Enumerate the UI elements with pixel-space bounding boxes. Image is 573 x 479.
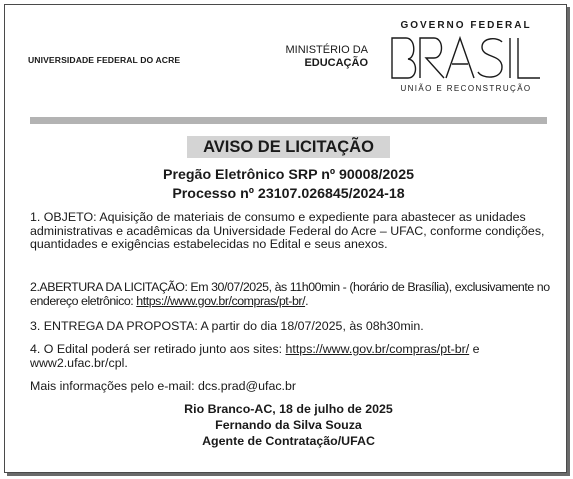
ministry-label: [262, 44, 368, 70]
signer-role: Agente de Contratação/UFAC: [202, 434, 375, 448]
signer-name: Fernando da Silva Souza: [215, 418, 362, 432]
contact-info: Mais informações pelo e-mail: dcs.prad@ufac.br: [30, 379, 297, 393]
notice-title: AVISO DE LICITAÇÃO: [187, 136, 390, 158]
item-3-delivery: 3. ENTREGA DA PROPOSTA: A partir do dia 18/07/2025, às 08h30min.: [30, 319, 424, 333]
government-logo-bottom: UNIÃO E RECONSTRUÇÃO: [400, 84, 532, 93]
item-2-opening: [30, 281, 552, 308]
item-4-suffix: e www2.ufac.br/cpl.: [30, 342, 480, 370]
ministry-line-2: EDUCAÇÃO: [304, 57, 368, 69]
header-divider: [30, 117, 547, 124]
university-name: UNIVERSIDADE FEDERAL DO ACRE: [28, 55, 181, 65]
item-4-edital: [30, 343, 552, 370]
item-1-object: 1. OBJETO: Aquisição de materiais de consumo e expediente para abastecer as unidades administrativas e acadêmicas da Universidade Federal do Acre – UFAC, conforme condições, quantidades e exigências estabelecidas no Edital e seus anexos.: [30, 210, 545, 252]
government-logo: [386, 20, 546, 100]
place-date: Rio Branco-AC, 18 de julho de 2025: [184, 402, 393, 416]
item-4-text: 4. O Edital poderá ser retirado junto aos sites:: [30, 342, 286, 356]
brasil-wordmark-icon: [390, 34, 542, 82]
notice-subtitle-1: Pregão Eletrônico SRP nº 90008/2025: [163, 167, 414, 183]
brasil-wordmark-text: BRASIL: [464, 80, 468, 81]
item-2-link[interactable]: https://www.gov.br/compras/pt-br/: [136, 293, 306, 308]
item-2-text: 2.ABERTURA DA LICITAÇÃO: Em 30/07/2025, às 11h00min - (horário de Brasília), exclusivamente no endereço eletrônico:: [30, 280, 550, 308]
government-logo-top: GOVERNO FEDERAL: [400, 20, 532, 31]
notice-subtitle-2: Processo nº 23107.026845/2024-18: [172, 186, 405, 202]
item-4-link[interactable]: https://www.gov.br/compras/pt-br/: [285, 342, 470, 356]
ministry-line-1: MINISTÉRIO DA: [285, 44, 368, 56]
item-2-suffix: .: [305, 293, 309, 308]
